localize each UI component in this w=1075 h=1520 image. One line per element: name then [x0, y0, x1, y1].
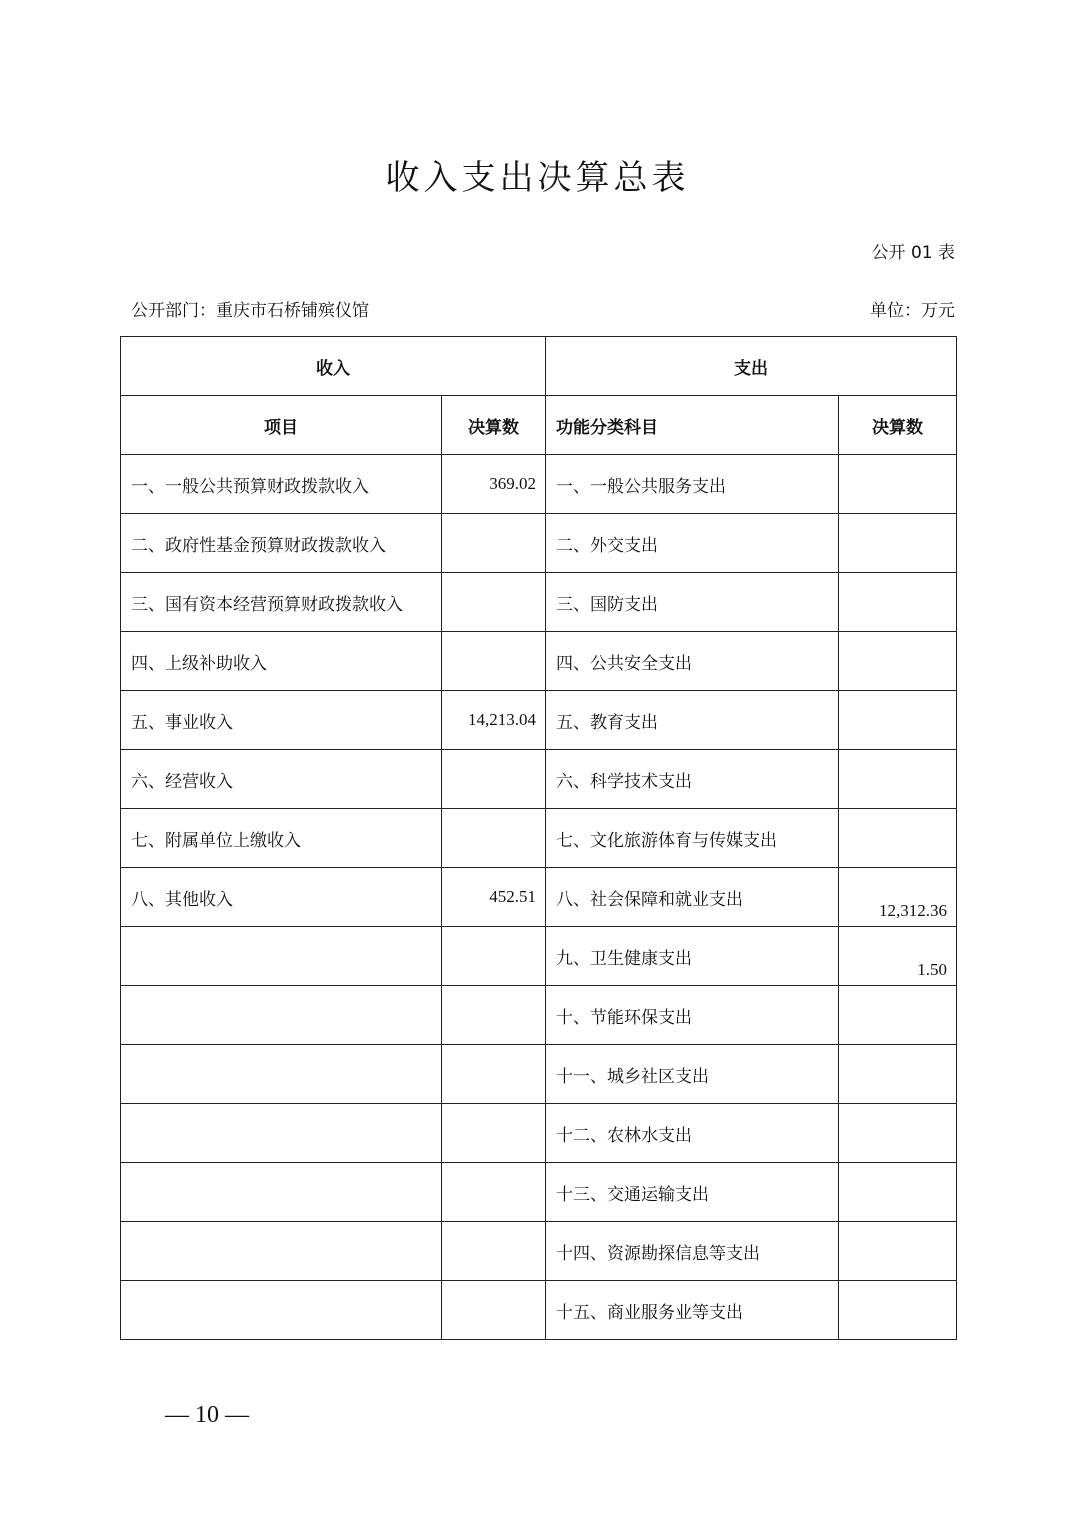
- income-amount: 452.51: [442, 868, 546, 927]
- expense-amount: [839, 809, 957, 868]
- table-row: [121, 1104, 957, 1163]
- income-amount: [442, 809, 546, 868]
- income-amount: [442, 514, 546, 573]
- expense-item: 一、一般公共服务支出: [546, 455, 839, 514]
- income-item: [121, 927, 442, 986]
- table-row: [121, 1281, 957, 1340]
- income-item: 七、附属单位上缴收入: [121, 809, 442, 868]
- expense-header: 支出: [546, 337, 957, 396]
- expense-amount: [839, 1045, 957, 1104]
- income-amount: [442, 927, 546, 986]
- income-item: 二、政府性基金预算财政拨款收入: [121, 514, 442, 573]
- income-amount: [442, 986, 546, 1045]
- table-section-header: [121, 337, 957, 396]
- unit-label: 单位：万元: [870, 301, 955, 321]
- expense-item: 十三、交通运输支出: [546, 1163, 839, 1222]
- income-header: 收入: [121, 337, 546, 396]
- expense-amount: [839, 750, 957, 809]
- income-amount: [442, 1104, 546, 1163]
- expense-item: 十五、商业服务业等支出: [546, 1281, 839, 1340]
- expense-amount: [839, 1281, 957, 1340]
- page-title: 收入支出决算总表: [385, 158, 690, 198]
- income-amount: [442, 1222, 546, 1281]
- expense-amount: [839, 455, 957, 514]
- expense-item: 十二、农林水支出: [546, 1104, 839, 1163]
- income-expense-table: [120, 336, 957, 1340]
- table-row: [121, 868, 957, 927]
- expense-item: 三、国防支出: [546, 573, 839, 632]
- income-amount: 14,213.04: [442, 691, 546, 750]
- form-number: 公开 01 表: [871, 243, 955, 263]
- income-item: [121, 1163, 442, 1222]
- expense-amount: [839, 1222, 957, 1281]
- table-row: [121, 514, 957, 573]
- table-row: [121, 455, 957, 514]
- table-row: [121, 809, 957, 868]
- expense-item: 十四、资源勘探信息等支出: [546, 1222, 839, 1281]
- expense-amount: [839, 1163, 957, 1222]
- income-item: [121, 1222, 442, 1281]
- income-item: 一、一般公共预算财政拨款收入: [121, 455, 442, 514]
- page-number: — 10 —: [165, 1402, 249, 1428]
- table-row: [121, 632, 957, 691]
- expense-amount: [839, 632, 957, 691]
- income-amount: [442, 573, 546, 632]
- income-amount: [442, 1163, 546, 1222]
- income-item: [121, 986, 442, 1045]
- table-row: [121, 986, 957, 1045]
- table-row: [121, 927, 957, 986]
- func-category-header: 功能分类科目: [546, 396, 839, 455]
- item-header: 项目: [121, 396, 442, 455]
- income-amount: [442, 1045, 546, 1104]
- expense-amount: [839, 514, 957, 573]
- income-amount: [442, 1281, 546, 1340]
- income-item: 六、经营收入: [121, 750, 442, 809]
- income-item: 五、事业收入: [121, 691, 442, 750]
- income-amount: [442, 750, 546, 809]
- expense-item: 四、公共安全支出: [546, 632, 839, 691]
- expense-amount: [839, 691, 957, 750]
- expense-item: 五、教育支出: [546, 691, 839, 750]
- expense-amount: 1.50: [839, 927, 957, 986]
- expense-item: 七、文化旅游体育与传媒支出: [546, 809, 839, 868]
- table-row: [121, 573, 957, 632]
- table-row: [121, 750, 957, 809]
- expense-item: 二、外交支出: [546, 514, 839, 573]
- income-item: 四、上级补助收入: [121, 632, 442, 691]
- expense-amount: [839, 573, 957, 632]
- expense-item: 十一、城乡社区支出: [546, 1045, 839, 1104]
- income-item: 三、国有资本经营预算财政拨款收入: [121, 573, 442, 632]
- table-row: [121, 1045, 957, 1104]
- expense-amount: 12,312.36: [839, 868, 957, 927]
- expense-item: 八、社会保障和就业支出: [546, 868, 839, 927]
- expense-amount: [839, 986, 957, 1045]
- amount2-header: 决算数: [839, 396, 957, 455]
- table-column-header: [121, 396, 957, 455]
- table-row: [121, 1163, 957, 1222]
- income-item: [121, 1104, 442, 1163]
- income-item: [121, 1045, 442, 1104]
- expense-amount: [839, 1104, 957, 1163]
- expense-item: 六、科学技术支出: [546, 750, 839, 809]
- table-row: [121, 691, 957, 750]
- table-row: [121, 1222, 957, 1281]
- expense-item: 九、卫生健康支出: [546, 927, 839, 986]
- income-item: [121, 1281, 442, 1340]
- expense-item: 十、节能环保支出: [546, 986, 839, 1045]
- income-amount: [442, 632, 546, 691]
- income-amount: 369.02: [442, 455, 546, 514]
- amount-header: 决算数: [442, 396, 546, 455]
- department-label: 公开部门：重庆市石桥铺殡仪馆: [131, 301, 369, 321]
- income-item: 八、其他收入: [121, 868, 442, 927]
